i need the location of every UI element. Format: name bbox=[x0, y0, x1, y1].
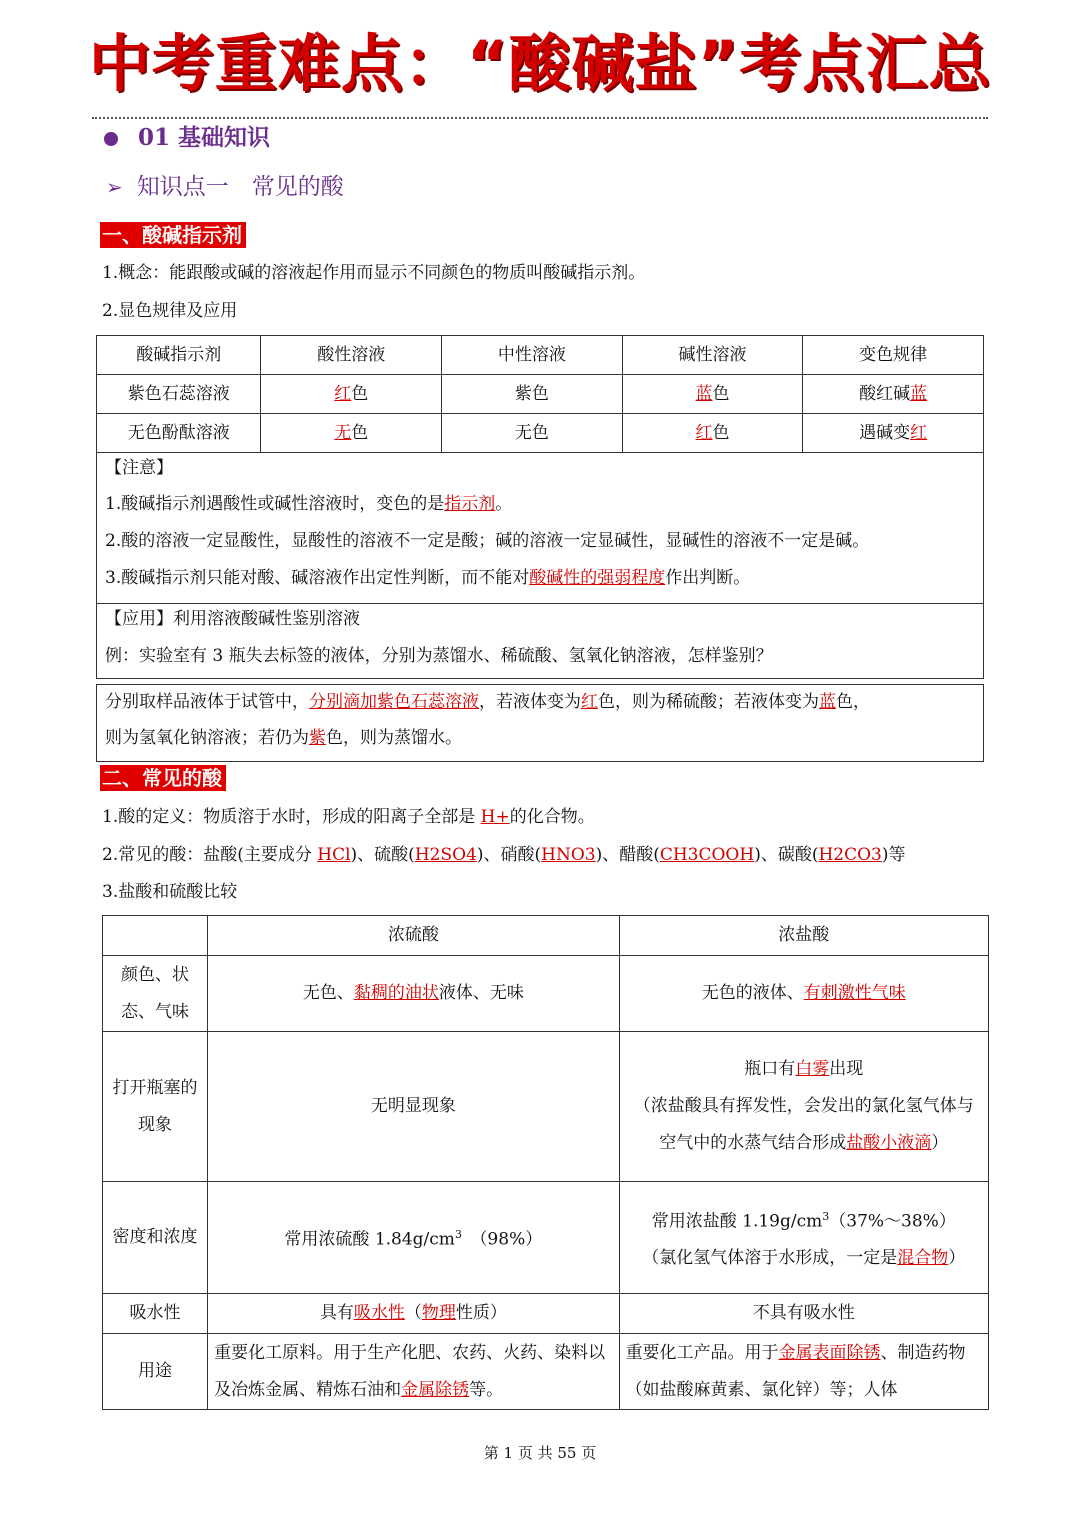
table-row bbox=[103, 1334, 989, 1410]
superscript: 3 bbox=[822, 1209, 830, 1223]
cell-text: 重要化工原料。用于生产化肥、农药、火药、染料以及冶炼金属、精炼石油和 bbox=[214, 1342, 606, 1400]
cell-text: 酸红碱 bbox=[859, 384, 911, 404]
table-cell bbox=[619, 1182, 988, 1294]
title-divider bbox=[92, 117, 988, 119]
cell-text: 遇碱变 bbox=[859, 423, 911, 443]
table-cell bbox=[622, 375, 803, 414]
cell-text: （37%～38%） bbox=[829, 1211, 956, 1232]
cell-text: 常用浓盐酸 1.19g/cm bbox=[651, 1211, 823, 1232]
cell-text: ） bbox=[948, 1248, 966, 1269]
knowledge-point-heading bbox=[106, 170, 344, 204]
table-cell bbox=[208, 1182, 619, 1294]
formula-hno3: HNO3 bbox=[541, 845, 596, 865]
cell-text: 色 bbox=[351, 423, 369, 443]
cell-text: （ bbox=[404, 1303, 422, 1323]
def-text: 1.酸的定义：物质溶于水时，形成的阳离子全部是 bbox=[102, 807, 481, 827]
answer-key: 吸水性 bbox=[353, 1303, 405, 1323]
answer-text: ，若液体变为 bbox=[479, 692, 581, 712]
notes-title: 【注意】 bbox=[105, 458, 173, 478]
indicator-concept: 1.概念：能跟酸或碱的溶液起作用而显示不同颜色的物质叫酸碱指示剂。 bbox=[102, 263, 646, 283]
table-header-row bbox=[97, 336, 984, 375]
answer-key: 分别滴加紫色石蕊溶液 bbox=[309, 692, 479, 712]
formula-h2so4: H2SO4 bbox=[414, 845, 477, 865]
table-header-cell: 浓硫酸 bbox=[208, 916, 619, 956]
table-header-cell: 酸性溶液 bbox=[261, 336, 442, 375]
table-cell bbox=[803, 414, 984, 453]
answer-key: 蓝 bbox=[910, 384, 928, 404]
table-cell bbox=[803, 375, 984, 414]
common-text: )、硝酸( bbox=[476, 845, 542, 865]
section-label-text: 01 基础知识 bbox=[138, 124, 271, 151]
table-cell bbox=[619, 1334, 988, 1410]
table-row bbox=[97, 375, 984, 414]
answer-key: 红 bbox=[910, 423, 928, 443]
def-text: 的化合物。 bbox=[509, 807, 595, 827]
answer-key: 白雾 bbox=[795, 1059, 830, 1079]
page-title: 中考重难点：“酸碱盐”考点汇总 bbox=[88, 27, 992, 100]
cell-text: （98%） bbox=[478, 1229, 543, 1250]
cell-text: 、制造药物（如盐酸麻黄素、氯化锌）等；人体 bbox=[625, 1342, 966, 1400]
table-cell: 无色酚酞溶液 bbox=[97, 414, 261, 453]
answer-box bbox=[96, 684, 984, 762]
table-row bbox=[103, 1294, 989, 1334]
formula-h2co3: H2CO3 bbox=[818, 845, 882, 865]
cell-text: 液体、无味 bbox=[438, 983, 524, 1003]
table-cell: 紫色石蕊溶液 bbox=[97, 375, 261, 414]
cell-text: 具有 bbox=[319, 1303, 354, 1323]
table-header-cell: 酸碱指示剂 bbox=[97, 336, 261, 375]
answer-key: 盐酸小液滴 bbox=[846, 1133, 932, 1153]
table-cell bbox=[208, 1294, 619, 1334]
note-text: 作出判断。 bbox=[665, 568, 751, 588]
table-cell bbox=[619, 1032, 988, 1182]
common-text: )等 bbox=[881, 845, 906, 865]
table-cell: 无色 bbox=[442, 414, 623, 453]
table-cell bbox=[208, 956, 619, 1032]
answer-key: 紫 bbox=[309, 728, 326, 748]
table-cell: 密度和浓度 bbox=[103, 1182, 208, 1294]
arrow-right-icon: ➢ bbox=[106, 175, 123, 199]
answer-key: 金属除锈 bbox=[401, 1379, 470, 1400]
cell-text: 瓶口有 bbox=[744, 1059, 796, 1079]
answer-key: 混合物 bbox=[897, 1248, 949, 1269]
answer-key: 酸碱性的强弱程度 bbox=[529, 568, 666, 588]
note-2: 2.酸的溶液一定显酸性，显酸性的溶液不一定是酸；碱的溶液一定显碱性，显碱性的溶液不一定是碱。 bbox=[105, 531, 870, 551]
answer-key: H+ bbox=[480, 807, 510, 827]
answer-key: 有刺激性气味 bbox=[803, 983, 906, 1003]
compare-title: 3.盐酸和硫酸比较 bbox=[102, 882, 238, 902]
answer-key: 物理 bbox=[421, 1303, 456, 1323]
cell-text: 色 bbox=[712, 384, 730, 404]
table-cell: 打开瓶塞的现象 bbox=[103, 1032, 208, 1182]
common-text: )、碳酸( bbox=[754, 845, 819, 865]
application-box bbox=[96, 603, 984, 679]
note-text: 1.酸碱指示剂遇酸性或碱性溶液时，变色的是 bbox=[105, 494, 445, 514]
table-cell bbox=[208, 1334, 619, 1410]
cell-text: 出现 bbox=[829, 1059, 864, 1079]
acid-definition bbox=[102, 802, 595, 832]
cell-text: （氯化氢气体溶于水形成，一定是 bbox=[642, 1248, 898, 1269]
table-header-cell: 变色规律 bbox=[803, 336, 984, 375]
acids-header: 二、常见的酸 bbox=[100, 765, 226, 791]
cell-text: 性质） bbox=[455, 1303, 507, 1323]
answer-key: 红 bbox=[695, 423, 713, 443]
superscript: 3 bbox=[454, 1228, 462, 1242]
table-row bbox=[103, 956, 989, 1032]
bullet-dot-icon bbox=[104, 132, 118, 146]
answer-text: 色， bbox=[836, 692, 870, 712]
formula-hcl: HCl bbox=[317, 845, 351, 865]
table-row bbox=[103, 1032, 989, 1182]
table-header-cell bbox=[103, 916, 208, 956]
note-text: 。 bbox=[495, 494, 513, 514]
table-cell: 紫色 bbox=[442, 375, 623, 414]
page-footer: 第 1 页 共 55 页 bbox=[483, 1444, 597, 1462]
table-cell: 不具有吸水性 bbox=[619, 1294, 988, 1334]
knowledge-point-text: 知识点一 常见的酸 bbox=[136, 174, 344, 200]
note-1 bbox=[105, 489, 512, 519]
table-header-cell: 中性溶液 bbox=[442, 336, 623, 375]
answer-line-1 bbox=[105, 687, 870, 717]
table-cell bbox=[261, 414, 442, 453]
table-row bbox=[103, 1182, 989, 1294]
acid-comparison-table bbox=[102, 915, 989, 1410]
answer-text: 则为氢氧化钠溶液；若仍为 bbox=[105, 728, 309, 748]
table-cell bbox=[622, 414, 803, 453]
application-example: 例：实验室有 3 瓶失去标签的液体，分别为蒸馏水、稀硫酸、氢氧化钠溶液，怎样鉴别？ bbox=[105, 646, 773, 666]
table-header-cell: 碱性溶液 bbox=[622, 336, 803, 375]
table-cell: 吸水性 bbox=[103, 1294, 208, 1334]
notes-box bbox=[96, 452, 984, 604]
answer-text: 色，则为稀硫酸；若液体变为 bbox=[598, 692, 819, 712]
common-acids bbox=[102, 840, 906, 870]
answer-key: 蓝 bbox=[819, 692, 836, 712]
common-text: 2.常见的酸：盐酸(主要成分 bbox=[102, 845, 318, 865]
formula-ch3cooh: CH3COOH bbox=[659, 845, 755, 865]
answer-key: 黏稠的油状 bbox=[353, 983, 439, 1003]
section-label bbox=[104, 120, 270, 156]
common-text: )、醋酸( bbox=[595, 845, 660, 865]
table-cell: 无明显现象 bbox=[208, 1032, 619, 1182]
table-cell bbox=[619, 956, 988, 1032]
table-header-cell: 浓盐酸 bbox=[619, 916, 988, 956]
table-cell bbox=[261, 375, 442, 414]
table-row bbox=[97, 414, 984, 453]
table-cell: 颜色、状态、气味 bbox=[103, 956, 208, 1032]
cell-text: 色 bbox=[351, 384, 369, 404]
cell-text: 常用浓硫酸 1.84g/cm bbox=[284, 1229, 455, 1250]
cell-text: 重要化工产品。用于 bbox=[625, 1342, 779, 1363]
common-text: )、硫酸( bbox=[350, 845, 415, 865]
application-title: 【应用】利用溶液酸碱性鉴别溶液 bbox=[105, 609, 360, 629]
answer-line-2 bbox=[105, 723, 462, 753]
cell-text: 无色、 bbox=[302, 983, 354, 1003]
cell-text: ） bbox=[931, 1133, 949, 1153]
cell-text: 无色的液体、 bbox=[701, 983, 804, 1003]
table-header-row bbox=[103, 916, 989, 956]
indicator-table bbox=[96, 335, 984, 453]
cell-text: 等。 bbox=[469, 1379, 504, 1400]
indicator-rule-title: 2.显色规律及应用 bbox=[102, 301, 238, 321]
answer-key: 红 bbox=[334, 384, 352, 404]
answer-text: 色，则为蒸馏水。 bbox=[326, 728, 462, 748]
indicator-header: 一、酸碱指示剂 bbox=[100, 222, 246, 248]
answer-key: 红 bbox=[581, 692, 598, 712]
table-cell: 用途 bbox=[103, 1334, 208, 1410]
answer-text: 分别取样品液体于试管中， bbox=[105, 692, 309, 712]
answer-key: 指示剂 bbox=[444, 494, 496, 514]
answer-key: 金属表面除锈 bbox=[778, 1342, 881, 1363]
note-text: 3.酸碱指示剂只能对酸、碱溶液作出定性判断，而不能对 bbox=[105, 568, 530, 588]
cell-text: 色 bbox=[712, 423, 730, 443]
answer-key: 蓝 bbox=[695, 384, 713, 404]
answer-key: 无 bbox=[334, 423, 352, 443]
cell-text: （浓盐酸具有挥发性，会发出的氯化氢气体与空气中的水蒸气结合形成 bbox=[633, 1096, 974, 1153]
note-3 bbox=[105, 563, 750, 593]
